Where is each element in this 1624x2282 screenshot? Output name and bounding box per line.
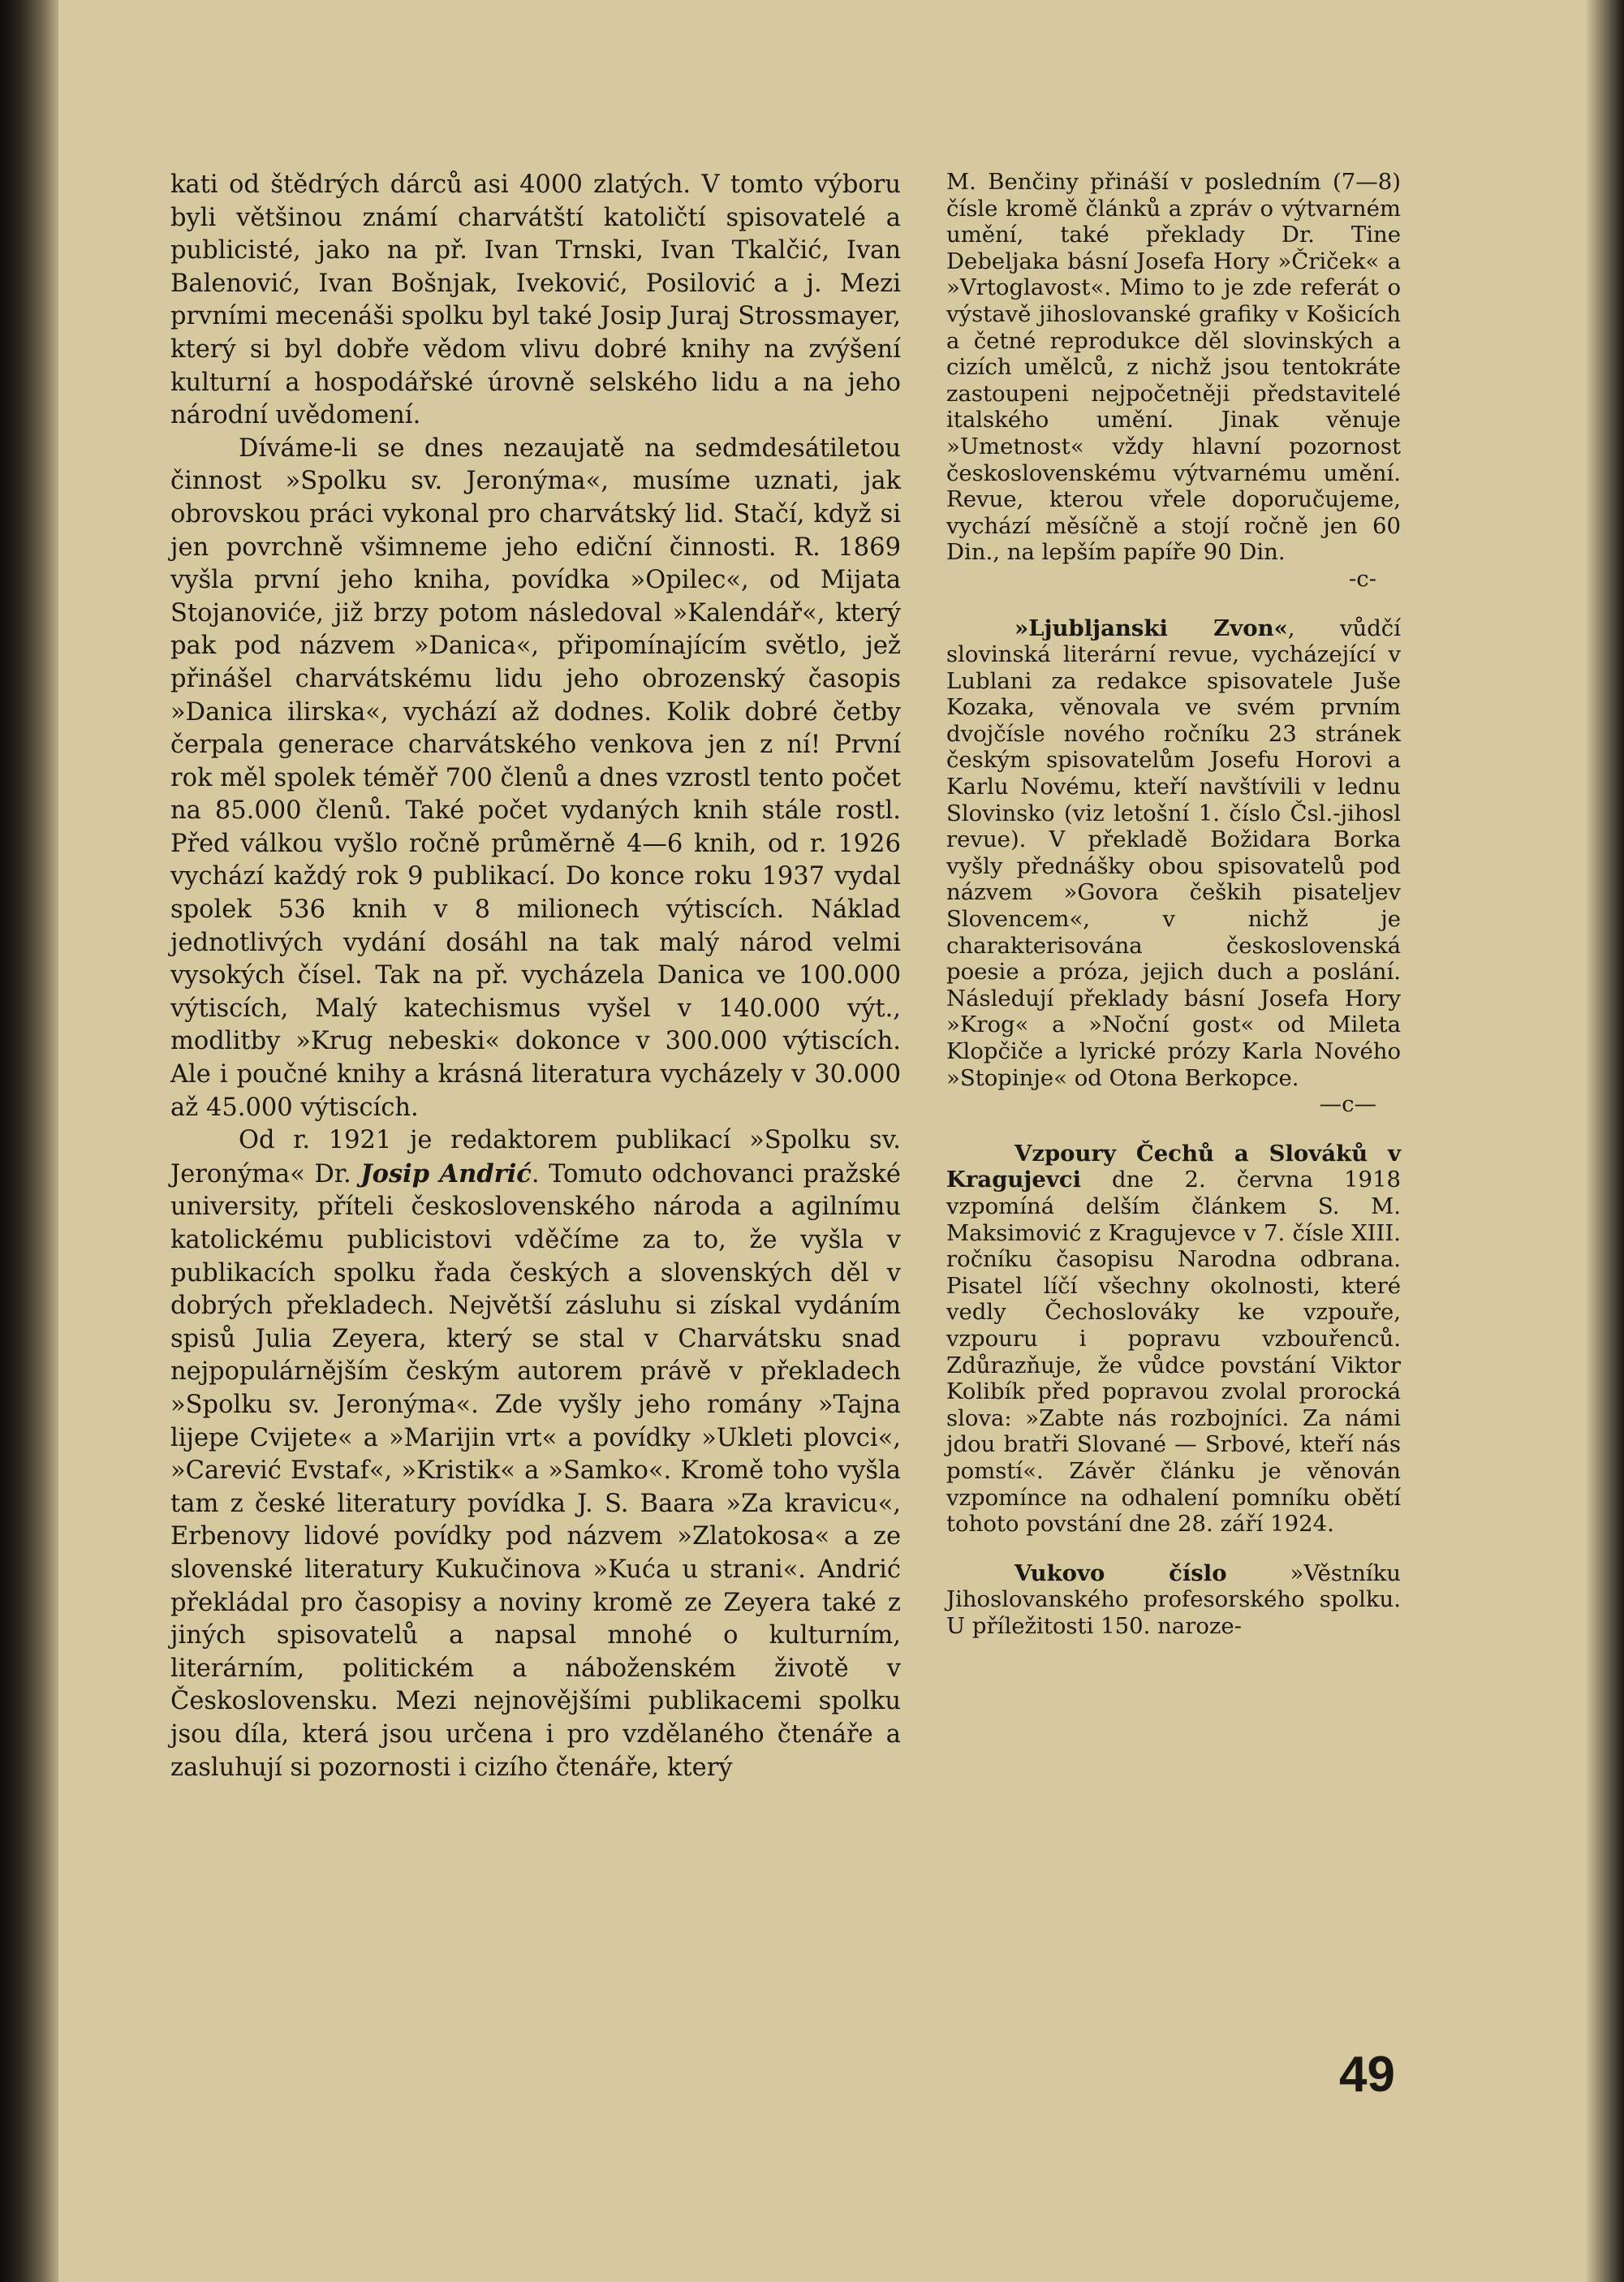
signature-c-2: —c— (1319, 1091, 1376, 1118)
paragraph-left-2: Díváme-li se dnes nezaujatě na sedmdesátiletou činnost »Spolku sv. Jeronýma«, musíme uznati, jak obrovskou práci vykonal pro charvátský lid. Stačí, když si jen povrchně všimneme jeho ediční činnosti. R. 1869 vyšla první jeho kniha, povídka »Opilec«, od Mijata Stojanoviće, již brzy potom následoval »Kalendář«, který pak pod názvem »Danica«, připomínajícím světlo, jež přinášel charvátskému lidu jeho obrozenský časopis »Danica ilirska«, vychází až dodnes. Kolik dobré četby čerpala generace charvátského venkova jen z ní! První rok měl spolek téměř 700 členů a dnes vzrostl tento počet na 85.000 členů. Také počet vydaných knih stále rostl. Před válkou vyšlo ročně průměrně 4—6 knih, od r. 1926 vychází každý rok 9 publikací. Do konce roku 1937 vydal spolek 536 knih v 8 milionech výtiscích. Náklad jednotlivých vydání dosáhl na tak malý národ velmi vysokých čísel. Tak na př. vycházela Danica ve 100.000 výtiscích, Malý katechismus vyšel v 140.000 výt., modlitby »Krug nebeski« dokonce v 300.000 výtiscích. Ale i poučné knihy a krásná literatura vycházely v 30.000 až 45.000 výtiscích. (170, 434, 901, 1122)
paragraph-umetnost-text: M. Benčiny přináší v posledním (7—8) čísle kromě článků a zpráv o výtvarném umění, také překlady Dr. Tine Debeljaka básní Josefa Hory »Čriček« a »Vrtoglavost«. Mimo to je zde referát o výstavě jihoslovanské grafiky v Košicích a četné reprodukce děl slovinských a cizích umělců, z nichž jsou tentokráte zastoupeni nejpočetněji představitelé italského umění. Jinak věnuje »Umetnost« vždy hlavní pozornost československému výtvarnému umění. Revue, kterou vřele doporučujeme, vychází měsíčně a stojí ročně jen 60 Din., na lepším papíře 90 Din. (946, 169, 1401, 566)
paragraph-ljubljanski-zvon (946, 615, 1401, 1118)
paragraph-vukovo-cislo (946, 1560, 1401, 1640)
heading-ljubljanski-zvon: »Ljubljanski Zvon« (1014, 615, 1288, 641)
right-column (946, 169, 1401, 1639)
page-number: 49 (1339, 2047, 1395, 2103)
paragraph-ljubljanski-zvon-text: , vůdčí slovinská literární revue, vycházející v Lublani za redakce spisovatele Juše Kozaka, věnovala ve svém prvním dvojčísle nového ročníku 23 stránek českým spisovatelům Josefu Horovi a Karlu Novému, kteří navštívili v lednu Slovinsko (viz letošní 1. číslo Čsl.-jihosl revue). V překladě Božidara Borka vyšly přednášky obou spisovatelů pod názvem »Govora čeških pisateljev Slovencem«, v nichž je charakterisována československá poesie a próza, jejich duch a poslání. Následují překlady básní Josefa Hory »Krog« a »Noční gost« od Mileta Klopčiče a lyrické prózy Karla Nového »Stopinje« od Otona Berkopce. (946, 615, 1401, 1091)
paragraph-vzpoury (946, 1141, 1401, 1538)
paragraph-left-1: kati od štědrých dárců asi 4000 zlatých. V tomto výboru byli většinou známí charvátští katoličtí spisovatelé a publicisté, jako na př. Ivan Trnski, Ivan Tkalčić, Ivan Balenović, Ivan Bošnjak, Iveković, Posilović a j. Mezi prvními mecenáši spolku byl také Josip Juraj Strossmayer, který si byl dobře vědom vlivu dobré knihy na zvýšení kulturní a hospodářské úrovně selského lidu a na jeho národní uvědomení. (170, 170, 901, 430)
paragraph-left-3 (170, 1124, 901, 1784)
paragraph-vukovo-cislo-text: »Věstníku Jihoslovanského profesorského spolku. U příležitosti 150. naroze- (946, 1559, 1401, 1639)
signature-c-1: -c- (1349, 565, 1376, 592)
paragraph-left-3-start: Od r. 1921 je redaktorem publikací »Spolku sv. Jeronýma« Dr. (170, 1126, 901, 1188)
heading-vukovo-cislo: Vukovo číslo (1014, 1559, 1227, 1586)
paragraph-umetnost (946, 169, 1401, 593)
author-name-andric: Josip Andrić (360, 1158, 532, 1188)
left-column (170, 169, 901, 1784)
paragraph-vzpoury-text: dne 2. června 1918 vzpomíná delším článkem S. M. Maksimović z Kragujevce v 7. čísle XIII. ročníku časopisu Narodna odbrana. Pisatel líčí všechny okolnosti, které vedly Čechoslováky ke vzpouře, vzpouru i popravu vzbouřenců. Zdůrazňuje, že vůdce povstání Viktor Kolibík před popravou zvolal prorocká slova: »Zabte nás rozbojníci. Za námi jdou bratři Slované — Srbové, kteří nás pomstí«. Závěr článku je věnován vzpomínce na odhalení pomníku obětí tohoto povstání dne 28. září 1924. (946, 1167, 1401, 1538)
heading-vzpoury: Vzpoury Čechů a Slováků v Kragujevci (946, 1140, 1401, 1193)
page-edge-shadow (1585, 0, 1624, 2282)
paragraph-left-3-rest: . Tomuto odchovanci pražské university, příteli československého národa a agilnímu katolickému publicistovi vděčíme za to, že vyšla v publikacích spolku řada českých a slovenských děl v dobrých překladech. Největší zásluhu si získal vydáním spisů Julia Zeyera, který se stal v Charvátsku snad nejpopulárnějším českým autorem právě v překladech »Spolku sv. Jeronýma«. Zde vyšly jeho romány »Tajna lijepe Cvijete« a »Marijin vrt« a povídky »Ukleti plovci«, »Carević Evstaf«, »Kristik« a »Samko«. Kromě toho vyšla tam z české literatury povídka J. S. Baara »Za kravicu«, Erbenovy lidové povídky pod názvem »Zlatokosa« a ze slovenské literatury Kukučinova »Kuća u strani«. Andrić překládal pro časopisy a noviny kromě ze Zeyera také z jiných spisovatelů a napsal mnohé o kulturním, literárním, politickém a náboženském životě v Československu. Mezi nejnovějšími publikacemi spolku jsou díla, která jsou určena i pro vzdělaného čtenáře a zasluhují si pozornosti i cizího čtenáře, který (170, 1159, 901, 1782)
book-binding-shadow (0, 0, 58, 2282)
